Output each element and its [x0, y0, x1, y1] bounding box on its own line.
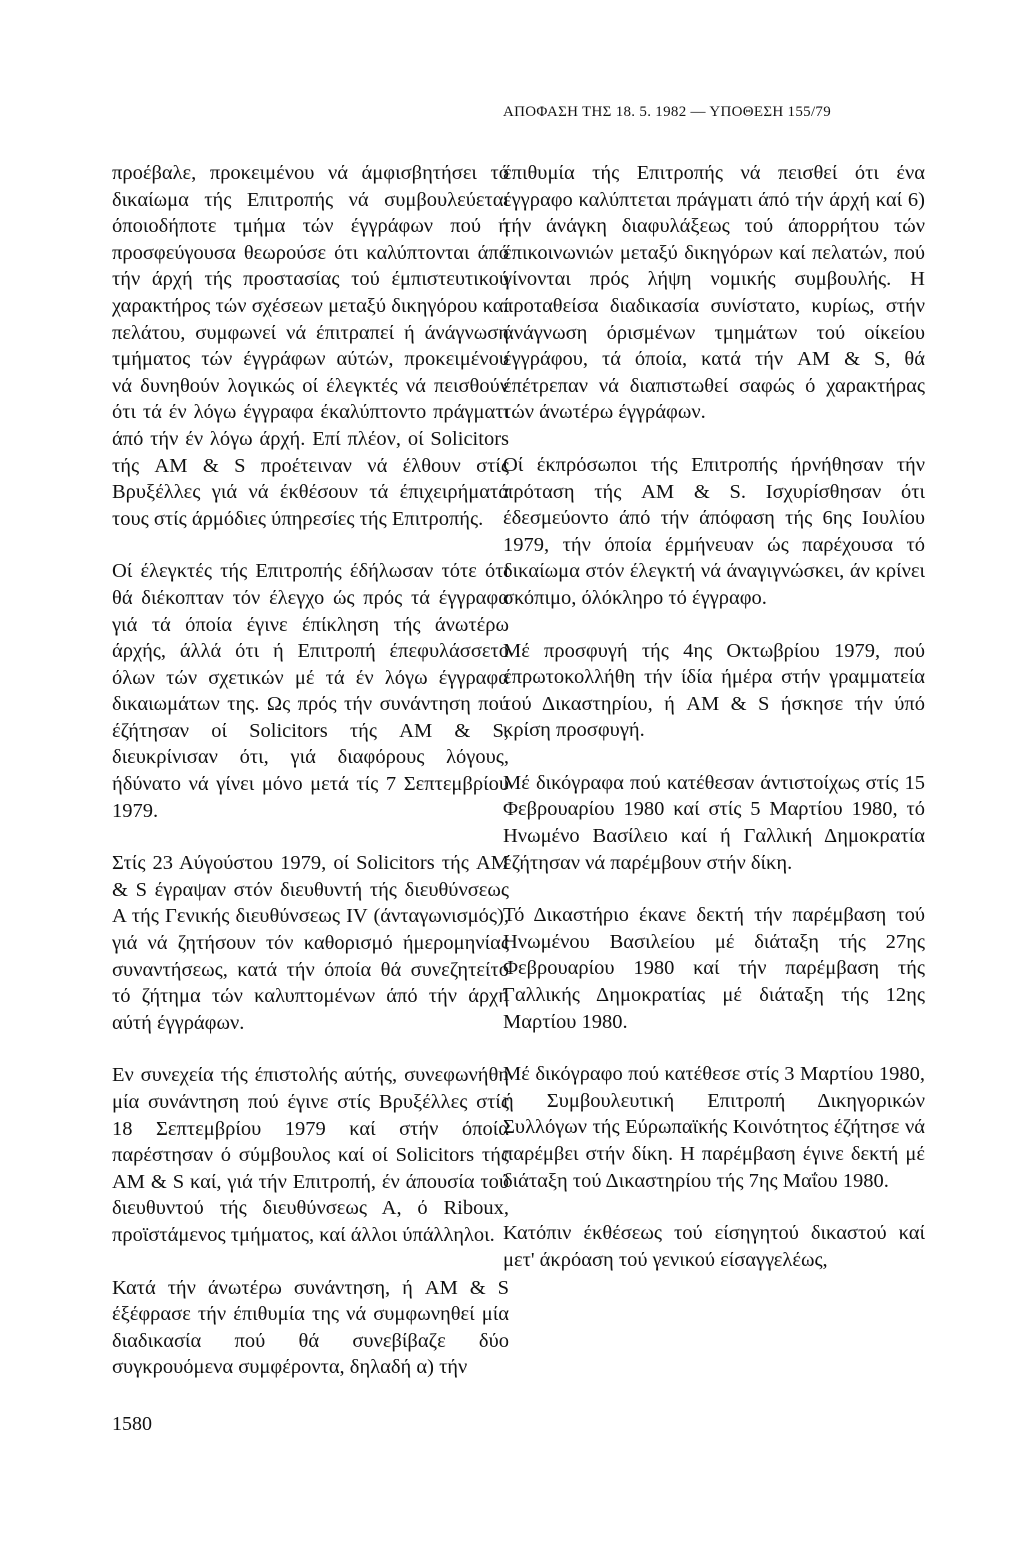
paragraph: Κατά τήν άνωτέρω συνάντηση, ή AM & S έξέφρασε τήν έπιθυμία της νά συμφωνηθεί μία διαδικασία πού θά συνεβίβαζε δύο συγκρουόμενα συμφέροντα, δηλαδή α) τήν — [112, 1276, 509, 1379]
paragraph: Κατόπιν έκθέσεως τού είσηγητού δικαστού καί μετ' άκρόαση τού γενικού είσαγγελέως, — [503, 1222, 925, 1271]
paragraph: Εν συνεχεία τής έπιστολής αύτής, συνεφωνήθη μία συνάντηση πού έγινε στίς Βρυξέλλες στίς 18 Σεπτεμβρίου 1979 καί στήν όποία παρέστησαν ό σύμβουλος καί οί Solicitors τής AM & S καί, γιά τήν Επιτροπή, έν άπουσία τού διευθυντού τής διευθύνσεως Α, ό Riboux, προϊστάμενος τμήματος, καί άλλοι ύπάλληλοι. — [112, 1064, 509, 1246]
page-number: 1580 — [112, 1413, 152, 1435]
paragraph: Οί έλεγκτές τής Επιτροπής έδήλωσαν τότε ότι θά διέκοπταν τόν έλεγχο ώς πρός τά έγγραφα γιά τά όποία έγινε έπίκληση τής άνωτέρω άρχής, άλλά ότι ή Επιτροπή έπεφυλάσσετο όλων τών σχετικών μέ τά έν λόγω έγγραφα δικαιωμάτων της. Ως πρός τήν συνάντηση πού έζήτησαν οί Solicitors τής AM & S, διευκρίνισαν ότι, γιά διαφόρους λόγους, ήδύνατο νά γίνει μόνο μετά τίς 7 Σεπτεμβρίου 1979. — [112, 560, 509, 822]
paragraph: Στίς 23 Αύγούστου 1979, οί Solicitors τής AM & S έγραψαν στόν διευθυντή τής διευθύνσεως Α τής Γενικής διευθύνσεως IV (άνταγωνισμός), γιά νά ζητήσουν τόν καθορισμό ήμερομηνίας συναντήσεως, κατά τήν όποία θά συνεζητείτο τό ζήτημα τών καλυπτομένων άπό τήν άρχή αύτή έγγράφων. — [112, 852, 509, 1034]
paragraph: Μέ δικόγραφα πού κατέθεσαν άντιστοίχως στίς 15 Φεβρουαρίου 1980 καί στίς 5 Μαρτίου 1980, τό Ηνωμένο Βασίλειο καί ή Γαλλική Δημοκρατία έζήτησαν νά παρέμβουν στήν δίκη. — [503, 771, 925, 874]
running-header: ΑΠΟΦΑΣΗ ΤΗΣ 18. 5. 1982 — ΥΠΟΘΕΣΗ 155/79 — [503, 104, 832, 120]
paragraph: Μέ προσφυγή τής 4ης Οκτωβρίου 1979, πού έπρωτοκολλήθη τήν ίδία ήμέρα στήν γραμματεία τού Δικαστηρίου, ή AM & S ήσκησε τήν ύπό κρίση προσφυγή. — [503, 639, 925, 742]
right-text-column — [503, 160, 925, 1273]
paragraph: Οί έκπρόσωποι τής Επιτροπής ήρνήθησαν τήν πρόταση τής AM & S. Ισχυρίσθησαν ότι έδεσμεύοντο άπό τήν άπόφαση τής 6ης Ιουλίου 1979, τήν όποία έρμήνευαν ώς παρέχουσα τό δικαίωμα στόν έλεγκτή νά άναγιγνώσκει, άν κρίνει σκόπιμο, όλόκληρο τό έγγραφο. — [503, 453, 925, 609]
paragraph: Μέ δικόγραφο πού κατέθεσε στίς 3 Μαρτίου 1980, ή Συμβουλευτική Επιτροπή Δικηγορικών Συλλόγων τής Εύρωπαϊκής Κοινότητος έζήτησε νά παρέμβει στήν δίκη. Η παρέμβαση έγινε δεκτή μέ διάταξη τού Δικαστηρίου τής 7ης Μαΐου 1980. — [503, 1063, 925, 1192]
paragraph: προέβαλε, προκειμένου νά άμφισβητήσει τό δικαίωμα τής Επιτροπής νά συμβουλεύεται όποιοδήποτε τμήμα τών έγγράφων πού ή προσφεύγουσα θεωρούσε ότι καλύπτονται άπό τήν άρχή τής προστασίας τού έμπιστευτικού χαρακτήρος τών σχέσεων μεταξύ δικηγόρου καί πελάτου, συμφωνεί νά έπιτραπεί ή άνάγνωση τμήματος τών έγγράφων αύτών, προκειμένου νά δυνηθούν λογικώς οί έλεγκτές νά πεισθούν ότι τά έν λόγω έγγραφα έκαλύπτοντο πράγματι άπό τήν έν λόγω άρχή. Επί πλέον, οί Solicitors τής AM & S προέτειναν νά έλθουν στίς Βρυξέλλες γιά νά έκθέσουν τά έπιχειρήματά τους στίς άρμόδιες ύπηρεσίες τής Επιτροπής. — [112, 162, 509, 530]
paragraph: Τό Δικαστήριο έκανε δεκτή τήν παρέμβαση τού Ηνωμένου Βασιλείου μέ διάταξη τής 27ης Φεβρουαρίου 1980 καί τήν παρέμβαση τής Γαλλικής Δημοκρατίας μέ διάταξη τής 12ης Μαρτίου 1980. — [503, 904, 925, 1033]
paragraph: έπιθυμία τής Επιτροπής νά πεισθεί ότι ένα έγγραφο καλύπτεται πράγματι άπό τήν άρχή καί 6) τήν άνάγκη διαφυλάξεως τού άπορρήτου τών έπικοινωνιών μεταξύ δικηγόρων καί πελατών, πού γίνονται πρός λήψη νομικής συμβουλής. Η προταθείσα διαδικασία συνίστατο, κυρίως, στήν άνάγνωση όρισμένων τμημάτων τού οίκείου έγγράφου, τά όποία, κατά τήν AM & S, θά έπέτρεπαν νά διαπιστωθεί σαφώς ό χαρακτήρας τών άνωτέρω έγγράφων. — [503, 162, 925, 424]
left-text-column — [112, 160, 509, 1381]
